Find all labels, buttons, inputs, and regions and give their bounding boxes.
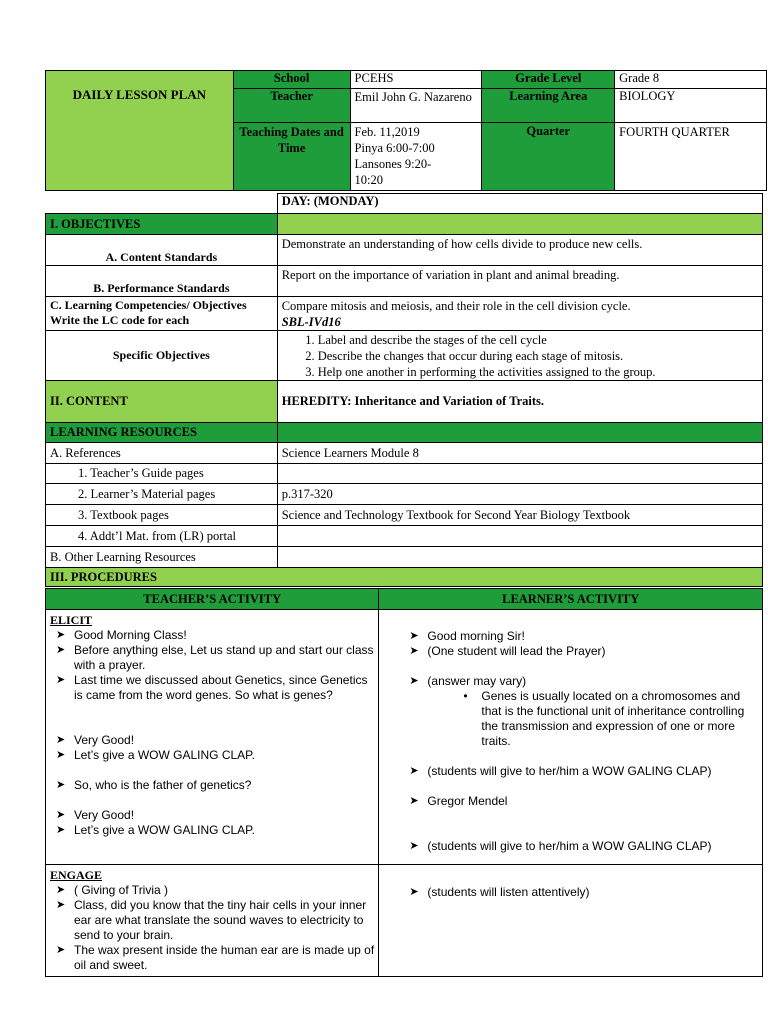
list-item: ➤ Good Morning Class!: [56, 628, 187, 642]
content-value: HEREDITY: Inheritance and Variation of Traits.: [277, 381, 762, 423]
references-value: Science Learners Module 8: [277, 443, 762, 464]
teacher-value: Emil John G. Nazareno: [350, 89, 482, 123]
arrow-bullet-icon: ➤: [56, 779, 66, 791]
learners-material-label: 2. Learner’s Material pages: [46, 484, 278, 505]
learning-area-label: Learning Area: [482, 89, 615, 123]
learners-activity-heading: LEARNER’S ACTIVITY: [379, 589, 763, 610]
specific-objectives-label: Specific Objectives: [46, 331, 278, 381]
lesson-plan-title: DAILY LESSON PLAN: [46, 71, 234, 191]
list-item: ➤ Very Good!: [56, 808, 135, 822]
arrow-bullet-icon: ➤: [56, 899, 66, 911]
engage-learner-list: [383, 885, 758, 900]
specific-objectives-value: [277, 331, 762, 381]
engage-teacher-list: [50, 883, 374, 973]
list-item: ➤ Let’s give a WOW GALING CLAP.: [56, 748, 255, 762]
grade-level-label: Grade Level: [482, 71, 615, 89]
lc-label-line-2: Write the LC code for each: [50, 313, 190, 327]
learning-resources-fill: [277, 423, 762, 443]
arrow-bullet-icon: ➤: [56, 644, 66, 656]
genes-answer: • Genes is usually located on a chromosomes and that is the functional unit of inheritance controlling the transmission and expression of one or more traits.: [463, 689, 745, 748]
header-table: [45, 70, 767, 191]
arrow-bullet-icon: ➤: [56, 884, 66, 896]
list-item: ➤ Gregor Mendel: [409, 794, 508, 808]
list-item: ➤ ( Giving of Trivia ): [56, 883, 169, 897]
specific-objectives-list: [278, 332, 762, 380]
content-standards-value: Demonstrate an understanding of how cells divide to produce new cells.: [277, 235, 762, 266]
specific-objective-item: 3. Help one another in performing the activities assigned to the group.: [318, 364, 762, 380]
list-item: ➤ So, who is the father of genetics?: [56, 778, 252, 792]
objectives-heading: I. OBJECTIVES: [46, 214, 278, 235]
quarter-label: Quarter: [482, 123, 615, 191]
arrow-bullet-icon: ➤: [409, 795, 419, 807]
list-item: ➤ (One student will lead the Prayer): [409, 644, 606, 658]
arrow-bullet-icon: ➤: [56, 749, 66, 761]
teaching-dates-label: Teaching Dates and Time: [233, 123, 350, 191]
lc-label-line-1: C. Learning Competencies/ Objectives: [50, 298, 247, 312]
elicit-teacher-cell: [46, 610, 379, 865]
teacher-label: Teacher: [233, 89, 350, 123]
list-item: ➤ (students will listen attentively): [409, 885, 590, 899]
teaching-dates-value: [350, 123, 482, 191]
arrow-bullet-icon: ➤: [409, 630, 419, 642]
arrow-bullet-icon: ➤: [56, 944, 66, 956]
lc-text: Compare mitosis and meiosis, and their role in the cell division cycle.: [281, 299, 631, 313]
learning-resources-heading: LEARNING RESOURCES: [46, 423, 278, 443]
lc-code: SBL-IVd16: [281, 315, 341, 329]
engage-teacher-cell: [46, 865, 379, 977]
elicit-teacher-list: [50, 628, 374, 838]
procedures-heading: III. PROCEDURES: [46, 568, 763, 587]
arrow-bullet-icon: ➤: [409, 675, 419, 687]
elicit-learner-cell: [379, 610, 763, 865]
arrow-bullet-icon: ➤: [409, 840, 419, 852]
learning-competencies-label: [46, 297, 278, 331]
list-item: ➤ Last time we discussed about Genetics, since Genetics is came from the word genes. So what is genes?: [56, 673, 368, 702]
school-label: School: [233, 71, 350, 89]
dates-line-pinya: Pinya 6:00-7:00: [354, 141, 435, 155]
elicit-learner-list-2: [383, 764, 758, 854]
engage-label: ENGAGE: [50, 868, 103, 882]
engage-learner-cell: [379, 865, 763, 977]
learning-area-value: BIOLOGY: [615, 89, 767, 123]
specific-objective-item: 1. Label and describe the stages of the cell cycle: [318, 332, 762, 348]
learning-competencies-value: [277, 297, 762, 331]
school-value: PCEHS: [350, 71, 482, 89]
arrow-bullet-icon: ➤: [409, 765, 419, 777]
plan-table: [45, 193, 763, 587]
textbook-value: Science and Technology Textbook for Second Year Biology Textbook: [277, 505, 762, 526]
lr-portal-value: [277, 526, 762, 547]
list-item: ➤ Good morning Sir!: [409, 629, 525, 643]
arrow-bullet-icon: ➤: [56, 809, 66, 821]
list-item: ➤ Very Good!: [56, 733, 135, 747]
arrow-bullet-icon: ➤: [56, 824, 66, 836]
list-item: ➤ (answer may vary): [409, 674, 527, 688]
references-label: A. References: [46, 443, 278, 464]
day-spacer: [46, 194, 278, 214]
dates-line-lansones-end: 10:20: [354, 173, 384, 187]
other-resources-value: [277, 547, 762, 568]
arrow-bullet-icon: ➤: [409, 886, 419, 898]
day-label: DAY: (MONDAY): [277, 194, 762, 214]
list-item: ➤ (students will give to her/him a WOW GALING CLAP): [409, 764, 712, 778]
objectives-heading-fill: [277, 214, 762, 235]
quarter-value: FOURTH QUARTER: [615, 123, 767, 191]
performance-standards-label: B. Performance Standards: [46, 266, 278, 297]
list-item: ➤ (students will give to her/him a WOW GALING CLAP): [409, 839, 712, 853]
dates-line-date: Feb. 11,2019: [354, 125, 420, 139]
content-standards-label: A. Content Standards: [46, 235, 278, 266]
arrow-bullet-icon: ➤: [56, 734, 66, 746]
teachers-guide-value: [277, 464, 762, 484]
content-heading: II. CONTENT: [46, 381, 278, 423]
list-item: ➤ The wax present inside the human ear are is made up of oil and sweet.: [56, 943, 375, 972]
elicit-learner-list: [383, 629, 758, 689]
performance-standards-value: Report on the importance of variation in plant and animal breading.: [277, 266, 762, 297]
learners-material-value: p.317-320: [277, 484, 762, 505]
dot-bullet-icon: •: [463, 689, 468, 703]
grade-level-value: Grade 8: [615, 71, 767, 89]
teachers-guide-label: 1. Teacher’s Guide pages: [46, 464, 278, 484]
other-resources-label: B. Other Learning Resources: [46, 547, 278, 568]
list-item: ➤ Let’s give a WOW GALING CLAP.: [56, 823, 255, 837]
teachers-activity-heading: TEACHER’S ACTIVITY: [46, 589, 379, 610]
specific-objective-item: 2. Describe the changes that occur during each stage of mitosis.: [318, 348, 762, 364]
arrow-bullet-icon: ➤: [409, 645, 419, 657]
lr-portal-label: 4. Addt’l Mat. from (LR) portal: [46, 526, 278, 547]
list-item: ➤ Before anything else, Let us stand up and start our class with a prayer.: [56, 643, 374, 672]
arrow-bullet-icon: ➤: [56, 629, 66, 641]
dates-line-lansones: Lansones 9:20-: [354, 157, 432, 171]
elicit-label: ELICIT: [50, 613, 93, 627]
textbook-label: 3. Textbook pages: [46, 505, 278, 526]
arrow-bullet-icon: ➤: [56, 674, 66, 686]
procedures-table: [45, 588, 763, 977]
list-item: ➤ Class, did you know that the tiny hair cells in your inner ear are what translate the sound waves to electricity to send to your brain.: [56, 898, 367, 942]
